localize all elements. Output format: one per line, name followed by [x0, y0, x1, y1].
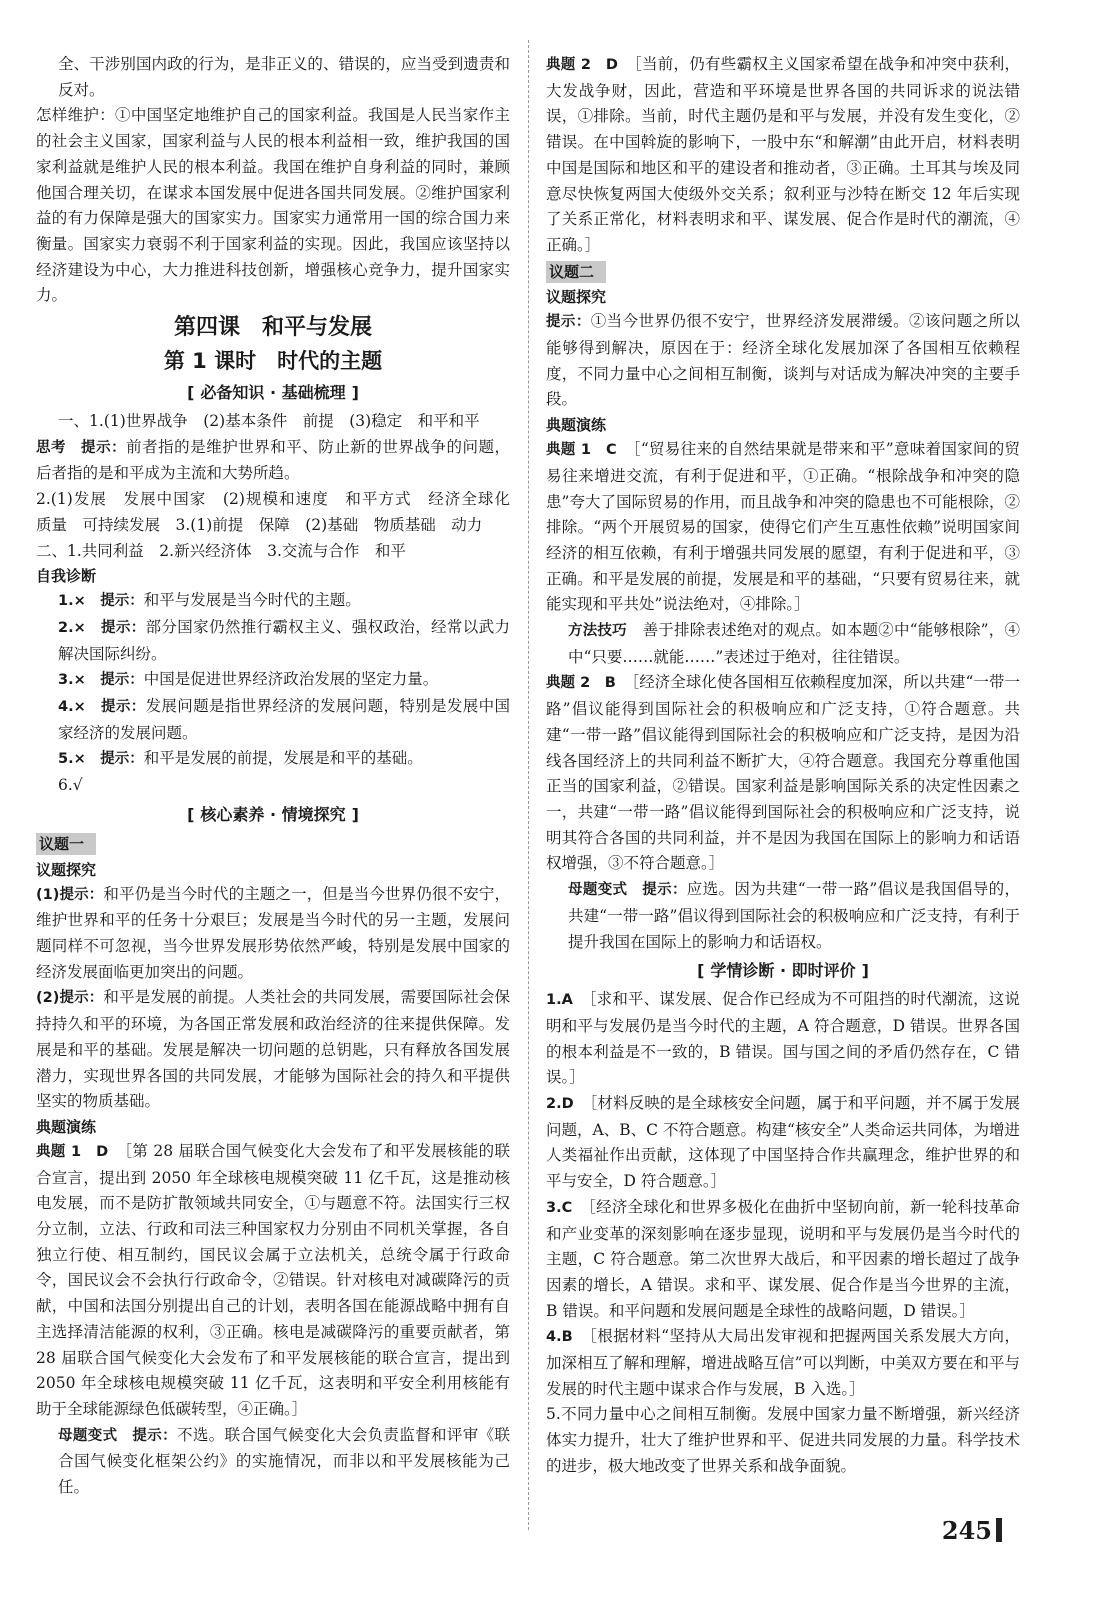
section-heading-assessment-text: 学情诊断 · 即时评价 [710, 961, 856, 981]
diagnosis-text: 中国是促进世界经济政治发展的坚定力量。 [143, 670, 439, 689]
example-item [546, 670, 1020, 877]
diagnosis-item [36, 588, 510, 615]
lesson-subtitle: 第 1 课时 时代的主题 [163, 349, 383, 374]
topic-one-label: 议题一 [36, 833, 96, 855]
explore-text: 和平是发展的前提。人类社会的共同发展，需要国际社会保持持久和平的环境，为各国正常发展和政治经济的往来提供保障。发展是和平的基础。发展是解决一切问题的总钥匙，只有释放各国发展潜力，实现世界各国的共同发展，才能够为国际社会的持久和平提供坚实的物质基础。 [36, 988, 510, 1111]
variant-item [546, 877, 1020, 955]
answer-text: ［经济全球化和世界多极化在曲折中坚韧向前，新一轮科技革命和产业变革的深刻影响在逐步显现，说明和平与发展仍是当今时代的主题，C 符合题意。第二次世界大战后，和平因素的增长超过了战争因素的增长，A 错误。求和平、谋发展、促合作是当今世界的主流，B 错误。和平问题和发展问题是全球性的战略问题，D 错误。］ [546, 1197, 1020, 1320]
answer-text: ［求和平、谋发展、促合作已经成为不可阻挡的时代潮流，这说明和平与发展仍是当今时代的主题，A 符合题意，D 错误。世界各国的根本利益是不一致的，B 错误。国与国之间的矛盾仍然存在，C 错误。］ [546, 990, 1020, 1087]
section-heading-core-text: 核心素养 · 情境探究 [200, 804, 346, 824]
example-label: 典题 2 D [546, 57, 618, 73]
diagnosis-mark: 1.× 提示： [58, 593, 144, 610]
diagnosis-mark: 3.× 提示： [58, 672, 144, 689]
explore-label: (2)提示： [36, 990, 104, 1007]
explore-label: (1)提示： [36, 886, 104, 903]
answer-label: 3.C [546, 1199, 573, 1216]
variant-label: 母题变式 提示： [568, 882, 687, 899]
diagnosis-mark: 4.× 提示： [58, 699, 146, 716]
variant-text: 应选。因为共建“一带一路”倡议是我国倡导的，共建“一带一路”倡议得到国际社会的积极响应和广泛支持，有利于提升我国在国际上的影响力和话语权。 [568, 880, 1020, 951]
how-to-safeguard-paragraph: 怎样维护：①中国坚定地维护自己的国家利益。我国是人民当家作主的社会主义国家，国家利益与人民的根本利益相一致，维护我国的国家利益就是维护人民的根本利益。我国在维护自身利益的同时，兼顾他国合理关切，在谋求本国发展中促进各国共同发展。②维护国家利益的有力保障是强大的国家实力。国家实力通常用一国的综合国力来衡量。国家实力衰弱不利于国家利益的实现。因此，我国应该坚持以经济建设为中心，大力推进科技创新，增强核心竞争力，提升国家实力。 [36, 106, 510, 305]
variant-item [36, 1423, 510, 1501]
think-text: 前者指的是维护世界和平、防止新的世界战争的问题，后者指的是和平成为主流和大势所趋。 [36, 437, 510, 483]
example-label: 典题 1 C [546, 442, 617, 459]
explore-text: 和平仍是当今时代的主题之一，但是当今世界仍很不安宁，维护世界和平的任务十分艰巨；发展是当今时代的另一主题，发展问题同样不可忽视，当今世界发展形势依然严峻，特别是发展中国家的经济发展面临更加突出的问题。 [36, 884, 510, 981]
section-heading-core: [ 核心素养 · 情境探究 ] [36, 801, 510, 829]
example-text: ［当前，仍有些霸权主义国家希望在战争和冲突中获利，大发战争财，因此，营造和平环境是世界各国的共同诉求的说法错误，①排除。当前，时代主题仍是和平与发展，并没有发生变化，②错误。在中国斡旋的影响下，一股中东“和解潮”由此开启，材料表明中国是国际和地区和平的建设者和推动者，③正确。土耳其与埃及同意尽快恢复两国大使级外交关系；叙利亚与沙特在断交 12 年后实现了关系正常化，材料表明求和平、谋发展、促合作是时代的潮流，④正确。］ [546, 55, 1020, 254]
explore-item [36, 985, 510, 1115]
answer-label: 1.A [546, 992, 573, 1009]
think-label: 思考 提示： [36, 439, 127, 456]
practice-heading: 典题演练 [36, 1117, 97, 1136]
page-number: 245 [941, 1516, 992, 1545]
explore-heading: 议题探究 [546, 288, 607, 307]
example-label: 典题 2 B [546, 675, 616, 692]
left-column [36, 52, 526, 1501]
self-diagnosis-heading: 自我诊断 [36, 567, 97, 586]
explore-heading: 议题探究 [36, 860, 97, 879]
answer-text: ［材料反映的是全球核安全问题，属于和平问题，并不属于发展问题，A、B、C 不符合题意。构建“核安全”人类命运共同体，为增进人类福祉作出贡献，这体现了中国坚持合作共赢理念，维护世界的和平与安全，D 符合题意。］ [546, 1094, 1020, 1191]
think-item [36, 435, 510, 487]
method-label: 方法技巧 [568, 623, 627, 640]
section-heading-basic-text: 必备知识 · 基础梳理 [200, 383, 346, 403]
method-text: 善于排除表述绝对的观点。如本题②中“能够根除”，④中“只要……就能……”表述过于绝对，往往错误。 [568, 621, 1020, 666]
diagnosis-item [36, 694, 510, 746]
answer-item [546, 987, 1020, 1091]
knowledge-line-3: 二、1.共同利益 2.新兴经济体 3.交流与合作 和平 [36, 541, 406, 560]
diagnosis-text: 和平与发展是当今时代的主题。 [143, 591, 361, 610]
example-text: ［“贸易往来的自然结果就是带来和平”意味着国家间的贸易往来增进交流，有利于促进和平，①正确。“根除战争和冲突的隐患”夸大了国际贸易的作用，而且战争和冲突的隐患也不可能根除，②排除。“两个开展贸易的国家，使得它们产生互惠性依赖”说明国家间经济的相互依赖，有利于增强共同发展的愿望，有利于促进和平，③正确。和平是发展的前提，发展是和平的基础，“只要有贸易往来，就能实现和平共处”说法绝对，④排除。］ [546, 440, 1020, 614]
diagnosis-mark: 5.× 提示： [58, 751, 144, 768]
diagnosis-text: 发展问题是指世界经济的发展问题，特别是发展中国家经济的发展问题。 [58, 697, 510, 742]
example-text: ［经济全球化使各国相互依赖程度加深，所以共建“一带一路”倡议能得到国际社会的积极响应和广泛支持，①符合题意。共建“一带一路”倡议能得到国际社会的积极响应和广泛支持，是因为沿线各国经济上的共同利益不断扩大，④符合题意。我国充分尊重他国正当的国家利益，②错误。国家利益是影响国际关系的决定性因素之一，共建“一带一路”倡议能得到国际社会的积极响应和广泛支持，说明其符合各国的共同利益，并不是因为我国在国际上的影响力和话语权增强，③不符合题意。］ [546, 673, 1020, 873]
example-label: 典题 1 D [36, 1143, 109, 1160]
example-item [36, 1139, 510, 1423]
explore-text: ①当今世界仍很不安宁，世界经济发展滞缓。②该问题之所以能够得到解决，原因在于：经济全球化发展加深了各国相互依赖程度，不同力量中心之间相互制衡，谈判与对话成为解决冲突的主要手段。 [546, 312, 1020, 409]
answer-item [546, 1324, 1020, 1402]
practice-heading: 典题演练 [546, 416, 607, 435]
variant-text: 不选。联合国气候变化大会负责监督和评审《联合国气候变化框架公约》的实施情况，而非以和平发展核能为己任。 [58, 1425, 510, 1497]
example-text: ［第 28 届联合国气候变化大会发布了和平发展核能的联合宣言，提出到 2050 年全球核电规模突破 11 亿千瓦，这是推动核电发展，而不是防扩散领域共同安全，①与题意不符。法国实行三权分立制，立法、行政和司法三种国家权力分别由不同机关掌握，各自独立行使、相互制约，国民议会属于立法机关，总统令属于行政命令，国民议会不会执行行政命令，②错误。针对核电对减碳降污的贡献，中国和法国分别提出自己的计划，表明各国在能源战略中拥有自主选择清洁能源的权利，③正确。核电是减碳降污的重要贡献者，第 28 届联合国气候变化大会发布了和平发展核能的联合宣言，提出到 2050 年全球核电规模突破 11 亿千瓦，这表明和平安全利用核能有助于全球能源绿色低碳转型，④正确。］ [36, 1141, 510, 1418]
diagnosis-item [36, 615, 510, 667]
diagnosis-item [36, 746, 510, 773]
knowledge-line-1: 一、1.(1)世界战争 (2)基本条件 前提 (3)稳定 和平和平 [58, 412, 480, 431]
answer-item [546, 1091, 1020, 1195]
diagnosis-item [36, 667, 510, 694]
explore-item [36, 882, 510, 986]
example-item [546, 437, 1020, 618]
explore-item [546, 309, 1020, 413]
lesson-title: 第四课 和平与发展 [173, 315, 372, 341]
continued-paragraph: 全、干涉别国内政的行为，是非正义的、错误的，应当受到遗责和反对。 [58, 55, 510, 99]
topic-two-label: 议题二 [546, 261, 606, 283]
right-column [546, 52, 1020, 1480]
column-divider [528, 40, 529, 1530]
page-number-bar [996, 1518, 1002, 1542]
diagnosis-mark: 2.× 提示： [58, 619, 146, 636]
diagnosis-item: 6.√ [58, 776, 83, 795]
answer-item [546, 1195, 1020, 1325]
diagnosis-text: 和平是发展的前提，发展是和平的基础。 [143, 749, 423, 768]
knowledge-line-2: 2.(1)发展 发展中国家 (2)规模和速度 和平方式 经济全球化 质量 可持续发展 3.(1)前提 保障 (2)基础 物质基础 动力 [36, 490, 526, 534]
explore-label: 提示： [546, 314, 591, 331]
answer-item: 5.不同力量中心之间相互制衡。发展中国家力量不断增强，新兴经济体实力提升，壮大了维护世界和平、促进共同发展的力量。科学技术的进步，极大地改变了世界关系和战争面貌。 [546, 1405, 1020, 1475]
diagnosis-text: 部分国家仍然推行霸权主义、强权政治，经常以武力解决国际纠纷。 [58, 617, 510, 663]
example-item [546, 52, 1020, 259]
answer-label: 4.B [546, 1329, 573, 1346]
section-heading-assessment: [ 学情诊断 · 即时评价 ] [546, 957, 1020, 985]
section-heading-basic: [ 必备知识 · 基础梳理 ] [36, 379, 510, 407]
answer-text: ［根据材料“坚持从大局出发审视和把握两国关系发展大方向，加深相互了解和理解，增进战略互信”可以判断，中美双方要在和平与发展的时代主题中谋求合作与发展，B 入选。］ [546, 1327, 1020, 1398]
answer-label: 2.D [546, 1096, 574, 1113]
variant-label: 母题变式 提示： [58, 1427, 177, 1444]
method-item [546, 618, 1020, 670]
